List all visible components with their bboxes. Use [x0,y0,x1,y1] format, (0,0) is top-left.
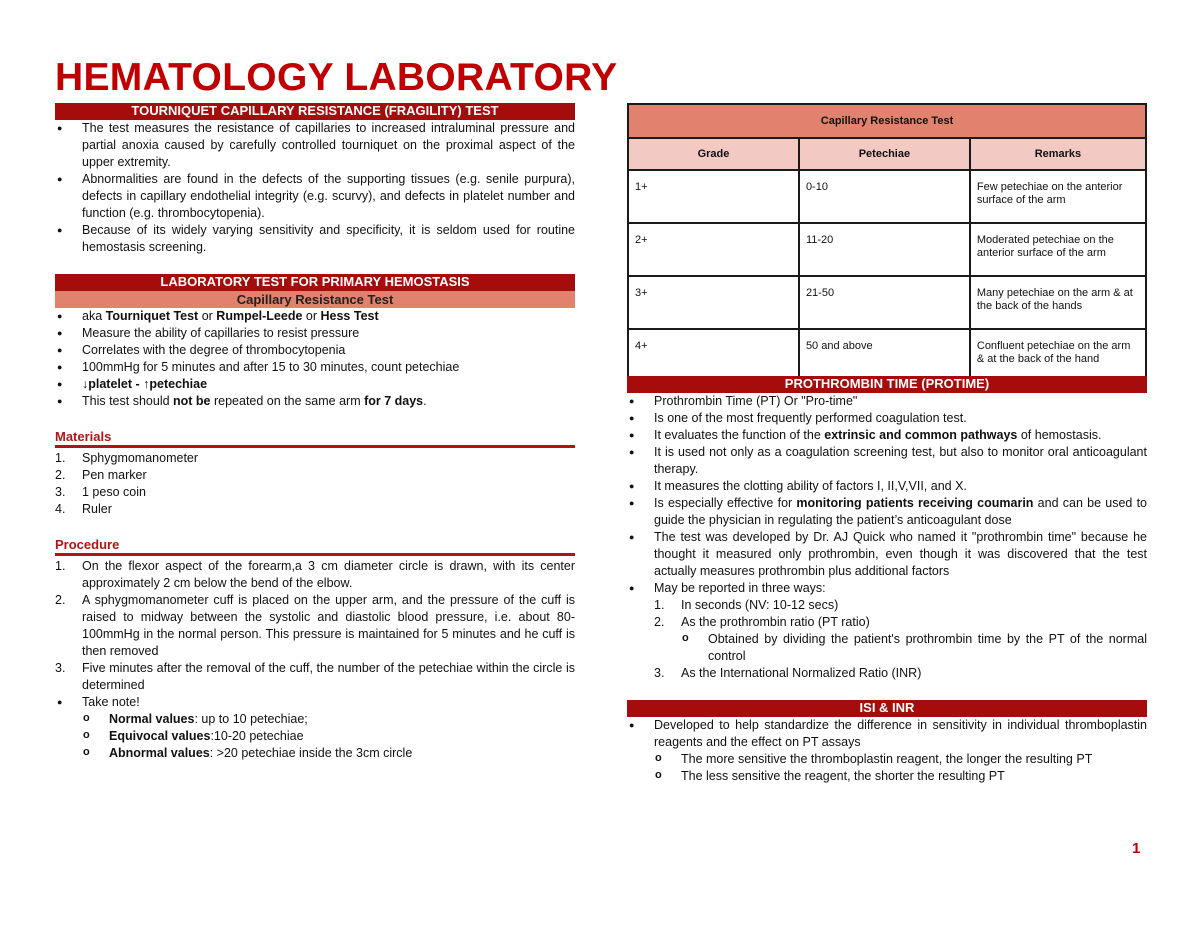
list-item: ● Because of its widely varying sensitivity and specificity, it is seldom used for routine hemostasis screening. [55,222,575,256]
list-item: 1. Sphygmomanometer [55,451,199,465]
list-item: ● Developed to help standardize the difference in sensitivity in individual thromboplastin reagents and the effect on PT assays o The more sensitive the thromboplastin reagent, the longer the resulting PT o The less sensitive the reagent, the shorter the resulting PT [627,717,1147,785]
table-title: Capillary Resistance Test [628,104,1146,138]
tourniquet-heading: TOURNIQUET CAPILLARY RESISTANCE (FRAGILITY) TEST [55,103,575,120]
report-ways-list [654,597,1147,682]
list-item: o Abnormal values: >20 petechiae inside the 3cm circle [82,745,575,762]
procedure-list [55,558,575,694]
list-item: o The less sensitive the reagent, the shorter the resulting PT [654,768,1147,785]
list-item: ● Take note! o Normal values: up to 10 petechiae; o Equivocal values:10-20 petechiae o Abnormal values: >20 petechiae inside the 3cm circle [55,694,575,762]
table-cell: Many petechiae on the arm & at the back of the hands [970,276,1146,329]
procedure-heading: Procedure [55,536,575,556]
table-row [628,223,1146,276]
prothrombin-list [627,393,1147,682]
take-note-list [55,694,575,762]
list-item: ● May be reported in three ways: 1. In seconds (NV: 10-12 secs) 2. As the prothrombin ratio (PT ratio) o Obtained by dividing the patient's prothrombin time by the PT of the normal control 3. As the International Normalized Ratio (INR) [627,580,1147,682]
list-item: ● This test should not be repeated on the same arm for 7 days. [55,393,575,410]
table-header: Grade [628,138,799,170]
values-list [82,711,575,762]
list-item: 2. A sphygmomanometer cuff is placed on the upper arm, and the pressure of the cuff is raised to midway between the systolic and diastolic blood pressure, i.e. about 80-100mmHg in the normal person. This pressure is maintained for 5 minutes and he cuff is then removed [55,593,575,658]
list-item: o Normal values: up to 10 petechiae; [82,711,575,728]
table-cell: 2+ [628,223,799,276]
materials-heading: Materials [55,428,575,448]
table-cell: 11-20 [799,223,970,276]
capillary-resistance-subheading: Capillary Resistance Test [55,291,575,308]
page-title: HEMATOLOGY LABORATORY [55,56,618,99]
list-item: 3. 1 peso coin [55,485,146,499]
list-item: 3. Five minutes after the removal of the cuff, the number of the petechiae within the circle is determined [55,661,575,692]
list-item: ● Measure the ability of capillaries to resist pressure [55,325,575,342]
table-cell: 0-10 [799,170,970,223]
list-item: 2. Pen marker [55,468,147,482]
right-column [627,376,1147,785]
list-item: ● The test was developed by Dr. AJ Quick who named it "prothrombin time" because he thought it measured only prothrombin, even though it was discovered that the test actually measures prothrombin plus additional factors [627,529,1147,580]
isi-sub-list [654,751,1147,785]
list-item: 1. On the flexor aspect of the forearm,a 3 cm diameter circle is drawn, with its center approximately 2 cm below the bend of the elbow. [55,559,575,590]
materials-list [55,450,575,518]
list-item: ● The test measures the resistance of capillaries to increased intraluminal pressure and partial anoxia caused by carefully controlled tourniquet on the proximal aspect of the upper extremity. [55,120,575,171]
table-cell: 1+ [628,170,799,223]
page-number: 1 [1132,840,1141,857]
table-row [628,329,1146,382]
table-row [628,276,1146,329]
list-item: ● ↓platelet - ↑petechiae [55,376,575,393]
tourniquet-list [55,120,575,256]
isi-list [627,717,1147,785]
list-item: ● It is used not only as a coagulation screening test, but also to monitor oral anticoagulant therapy. [627,444,1147,478]
table-header: Remarks [970,138,1146,170]
table-header: Petechiae [799,138,970,170]
list-item: ● It evaluates the function of the extrinsic and common pathways of hemostasis. [627,427,1147,444]
capillary-resistance-table [627,103,1147,383]
table-row [628,170,1146,223]
table-cell: 3+ [628,276,799,329]
list-item: ● Is one of the most frequently performed coagulation test. [627,410,1147,427]
table-cell: 50 and above [799,329,970,382]
list-item: ● Abnormalities are found in the defects of the supporting tissues (e.g. senile purpura), defects in capillary endothelial integrity (e.g. scurvy), and defects in platelet number and function (e.g. thrombocytopenia). [55,171,575,222]
list-item: ● Correlates with the degree of thrombocytopenia [55,342,575,359]
isi-inr-heading: ISI & INR [627,700,1147,717]
table-cell: Confluent petechiae on the arm & at the back of the hand [970,329,1146,382]
table-cell: Few petechiae on the anterior surface of the arm [970,170,1146,223]
list-item: o The more sensitive the thromboplastin reagent, the longer the resulting PT [654,751,1147,768]
table-cell: 4+ [628,329,799,382]
list-item: ● It measures the clotting ability of factors I, II,V,VII, and X. [627,478,1147,495]
list-item: o Obtained by dividing the patient's prothrombin time by the PT of the normal control [681,631,1147,665]
list-item: ● Prothrombin Time (PT) Or "Pro-time" [627,393,1147,410]
prothrombin-heading: PROTHROMBIN TIME (PROTIME) [627,376,1147,393]
primary-list [55,308,575,410]
list-item: 2. As the prothrombin ratio (PT ratio) o Obtained by dividing the patient's prothrombin time by the PT of the normal control [654,614,1147,665]
list-item: ● 100mmHg for 5 minutes and after 15 to 30 minutes, count petechiae [55,359,575,376]
list-item: ● Is especially effective for monitoring patients receiving coumarin and can be used to guide the physician in regulating the patient’s anticoagulant dose [627,495,1147,529]
list-item: 3. As the International Normalized Ratio (INR) [654,666,922,680]
list-item: 4. Ruler [55,502,112,516]
list-item: 1. In seconds (NV: 10-12 secs) [654,598,839,612]
table-cell: 21-50 [799,276,970,329]
primary-hemostasis-heading: LABORATORY TEST FOR PRIMARY HEMOSTASIS [55,274,575,291]
list-item: ● aka Tourniquet Test or Rumpel-Leede or Hess Test [55,308,575,325]
list-item: o Equivocal values:10-20 petechiae [82,728,575,745]
table-cell: Moderated petechiae on the anterior surface of the arm [970,223,1146,276]
left-column [55,103,575,762]
ratio-note-list [681,631,1147,665]
